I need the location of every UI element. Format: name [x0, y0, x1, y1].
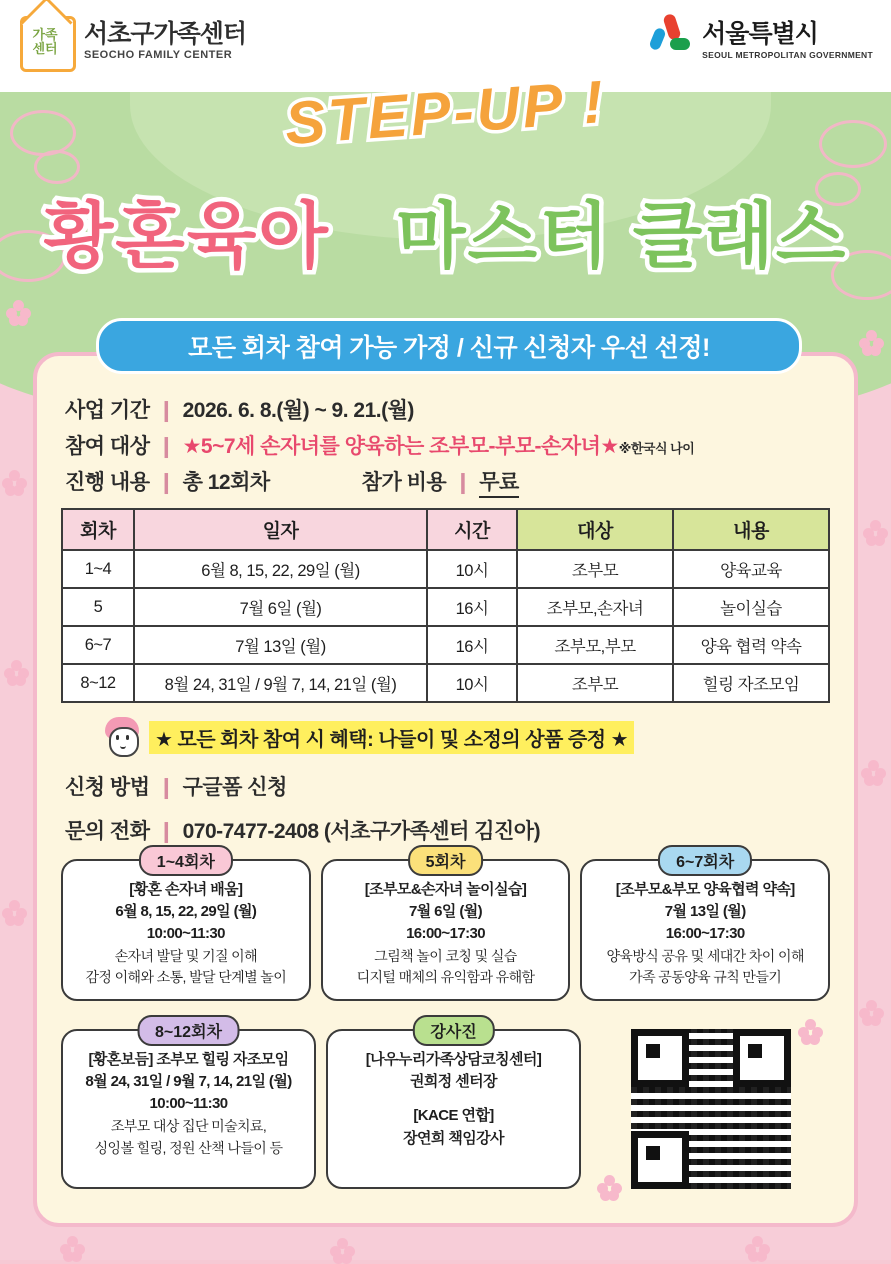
card-title: [나우누리가족상담코칭센터]	[365, 1051, 542, 1069]
contact-phone-value: 070-7477-2408 (서초구가족센터 김진아)	[182, 820, 541, 843]
ribbon-banner: 모든 회차 참여 가능 가정 / 신규 신청자 우선 선정!	[96, 318, 802, 374]
card-desc-line: 그림책 놀이 코칭 및 실습	[374, 947, 517, 964]
table-row	[62, 588, 829, 626]
cell-date: 8월 24, 31일 / 9월 7, 14, 21일 (월)	[134, 664, 427, 702]
cell-content: 놀이실습	[673, 588, 829, 626]
divider-bar: ❙	[157, 776, 175, 799]
course-cards-row-2	[61, 1024, 830, 1189]
blossom-decoration	[330, 1238, 356, 1264]
divider-bar: ❙	[157, 820, 175, 843]
card-title: [조부모&손자녀 놀이실습]	[364, 881, 527, 898]
apply-method-row	[65, 771, 830, 801]
table-header-date: 일자	[134, 509, 427, 550]
card-desc-line: 양육방식 공유 및 세대간 차이 이해	[606, 947, 804, 964]
logo-badge-text: 가족 센터	[32, 27, 58, 57]
course-card	[321, 854, 571, 1001]
divider-bar: ❙	[157, 435, 175, 458]
card-desc-line: 조부모 대상 집단 미술치료,	[110, 1117, 267, 1134]
grandmother-mascot-icon	[105, 717, 139, 757]
card-tag: 1~4회차	[139, 845, 233, 876]
card-date: 7월 13일 (월)	[664, 902, 746, 920]
apply-method-label: 신청 방법	[65, 776, 150, 799]
cell-date: 7월 13일 (월)	[134, 626, 427, 664]
blossom-decoration	[859, 1000, 885, 1026]
card-tag: 강사진	[412, 1015, 494, 1046]
course-card	[580, 854, 830, 1001]
cell-target: 조부모	[517, 550, 673, 588]
instructor-card	[326, 1024, 581, 1189]
blossom-decoration	[859, 330, 885, 356]
card-date: 7월 6일 (월)	[408, 902, 483, 920]
card-time: 10:00~11:30	[149, 1095, 228, 1113]
card-date: 8월 24, 31일 / 9월 7, 14, 21일 (월)	[85, 1072, 292, 1090]
fee-value: 무료	[479, 466, 519, 498]
table-header-session: 회차	[62, 509, 134, 550]
cell-session: 6~7	[62, 626, 134, 664]
page-title-part1: 황혼육아	[43, 197, 330, 277]
cell-target: 조부모,손자녀	[517, 588, 673, 626]
schedule-table	[61, 508, 830, 703]
divider-bar: ❙	[454, 471, 472, 494]
cell-time: 16시	[427, 588, 517, 626]
card-tag: 8~12회차	[137, 1015, 240, 1046]
cell-session: 1~4	[62, 550, 134, 588]
course-cards-row-1	[61, 854, 830, 1001]
center-name-en: SEOCHO FAMILY CENTER	[84, 49, 233, 62]
page-title	[0, 178, 891, 282]
card-desc-line: [KACE 연합]	[413, 1107, 494, 1125]
blossom-decoration	[2, 470, 28, 496]
cell-target: 조부모,부모	[517, 626, 673, 664]
table-header-target: 대상	[517, 509, 673, 550]
cell-session: 5	[62, 588, 134, 626]
blossom-decoration	[60, 1236, 86, 1262]
fee-label: 참가 비용	[361, 471, 447, 494]
course-card	[61, 854, 311, 1001]
divider-bar: ❙	[157, 471, 175, 494]
contact-phone-row	[65, 815, 830, 845]
seoul-city-mark-icon	[650, 14, 694, 60]
table-row	[62, 550, 829, 588]
card-desc-line: 장연희 책임강사	[403, 1129, 504, 1147]
seocho-family-center-logo	[14, 10, 246, 72]
card-tag: 6~7회차	[658, 845, 752, 876]
apply-method-value: 구글폼 신청	[182, 776, 287, 799]
benefit-row	[105, 717, 830, 757]
card-desc-line: 손자녀 발달 및 기질 이해	[114, 947, 258, 964]
seoul-name-en: SEOUL METROPOLITAN GOVERNMENT	[702, 50, 873, 60]
card-title: [황혼 손자녀 배움]	[129, 881, 243, 898]
info-panel	[33, 352, 858, 1227]
cell-content: 힐링 자조모임	[673, 664, 829, 702]
qr-code-area[interactable]	[591, 1029, 830, 1189]
period-label: 사업 기간	[65, 399, 150, 422]
cell-session: 8~12	[62, 664, 134, 702]
cell-time: 16시	[427, 626, 517, 664]
card-desc-line: 디지털 매체의 유익함과 유해함	[356, 969, 535, 986]
blossom-decoration	[745, 1236, 771, 1262]
card-title: [조부모&부모 양육협력 약속]	[615, 881, 795, 898]
page-title-part2: 마스터 클래스	[395, 197, 848, 277]
card-desc-line: 감정 이해와 소통, 발달 단계별 놀이	[85, 969, 287, 986]
blossom-decoration	[863, 520, 889, 546]
content-label: 진행 내용	[65, 471, 150, 494]
benefit-text: ★ 모든 회차 참여 시 혜택: 나들이 및 소정의 상품 증정 ★	[149, 721, 634, 754]
step-up-title: STEP-UP !	[282, 67, 609, 158]
target-row	[65, 430, 830, 460]
blossom-decoration	[4, 660, 30, 686]
center-name-ko: 서초구가족센터	[84, 20, 247, 49]
seoul-name-ko: 서울특별시	[702, 20, 818, 48]
card-date: 권희정 센터장	[410, 1072, 497, 1090]
card-desc-line: 가족 공동양육 규칙 만들기	[629, 969, 782, 986]
card-tag: 5회차	[408, 845, 484, 876]
card-desc-line: 싱잉볼 힐링, 정원 산책 나들이 등	[94, 1139, 283, 1156]
card-time: 16:00~17:30	[406, 925, 485, 943]
blossom-decoration	[6, 300, 32, 326]
cloud-decoration	[819, 120, 887, 168]
house-family-logo-icon	[14, 10, 76, 72]
course-card	[61, 1024, 316, 1189]
target-value: ★5~7세 손자녀를 양육하는 조부모-부모-손자녀★	[182, 435, 619, 458]
table-header-time: 시간	[427, 509, 517, 550]
content-fee-row	[65, 466, 830, 498]
card-time: 10:00~11:30	[146, 925, 225, 943]
blossom-decoration	[2, 900, 28, 926]
blossom-decoration	[798, 1019, 824, 1045]
table-row	[62, 626, 829, 664]
cell-time: 10시	[427, 550, 517, 588]
cell-content: 양육 협력 약속	[673, 626, 829, 664]
table-header-row	[62, 509, 829, 550]
card-date: 6월 8, 15, 22, 29일 (월)	[115, 902, 257, 920]
table-row	[62, 664, 829, 702]
qr-code[interactable]	[631, 1029, 791, 1189]
card-title: [황혼보듬] 조부모 힐링 자조모임	[88, 1051, 289, 1069]
blossom-decoration	[861, 760, 887, 786]
card-time: 16:00~17:30	[665, 925, 745, 943]
target-label: 참여 대상	[65, 435, 150, 458]
cell-date: 6월 8, 15, 22, 29일 (월)	[134, 550, 427, 588]
cell-content: 양육교육	[673, 550, 829, 588]
cell-date: 7월 6일 (월)	[134, 588, 427, 626]
target-note: ※한국식 나이	[618, 441, 695, 456]
blossom-decoration	[597, 1175, 623, 1201]
cell-time: 10시	[427, 664, 517, 702]
divider-bar: ❙	[157, 399, 175, 422]
content-value: 총 12회차	[182, 471, 270, 494]
contact-phone-label: 문의 전화	[65, 820, 150, 843]
cell-target: 조부모	[517, 664, 673, 702]
period-value: 2026. 6. 8.(월) ~ 9. 21.(월)	[182, 399, 414, 422]
period-row	[65, 394, 830, 424]
table-header-content: 내용	[673, 509, 829, 550]
